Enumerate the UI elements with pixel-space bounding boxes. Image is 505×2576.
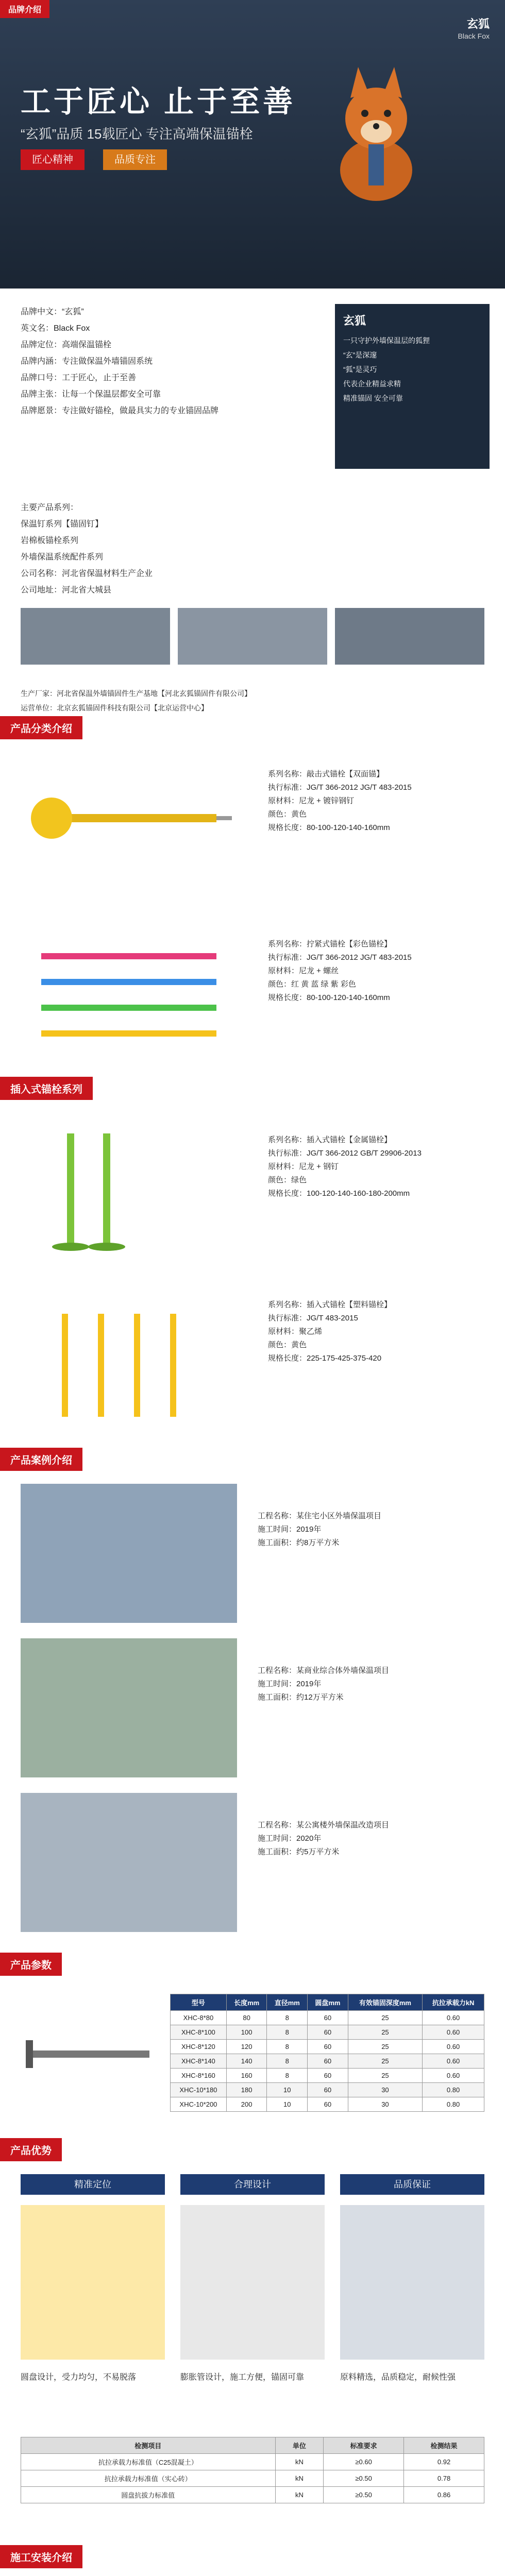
case-project: 工程名称：某公寓楼外墙保温改造项目 [258,1821,390,1829]
advantage-photo-2 [180,2205,325,2360]
intro-line: 品牌中文：“玄狐” [21,308,84,316]
params-header: 抗拉承载力kN [423,1994,484,2011]
product-name: 系列名称：敲击式锚栓【双面锚】 [268,770,384,778]
brand-en: Black Fox [458,32,490,40]
table-cell: 8 [267,2069,308,2083]
intro-line: 品牌愿景：专注做好锚栓，做最具实力的专业锚固品牌 [21,406,219,415]
table-cell: 60 [308,2069,348,2083]
anchor-diagram-icon [21,1999,155,2112]
brand-cn: 玄狐 [466,18,490,30]
intro-side-line: “狐”是灵巧 [343,365,377,374]
table-row [21,2487,484,2503]
table-cell: 0.86 [404,2487,484,2503]
compare-header: 检测项目 [21,2437,276,2454]
nails-section-title: 插入式锚栓系列 [0,1077,93,1100]
case-photo-1 [21,1484,237,1623]
nail-color: 颜色：绿色 [268,1176,307,1184]
products-section-title: 产品分类介绍 [0,716,82,739]
table-row [171,2097,484,2112]
advantage-tab-3: 品质保证 [340,2174,484,2195]
table-cell: ≥0.50 [324,2470,404,2487]
intro-side-line: 一只守护外墙保温层的狐狸 [343,336,430,345]
hero-tag-2: 品质专注 [103,149,167,170]
nail-name: 系列名称：插入式锚栓【金属锚栓】 [268,1136,392,1144]
product-name: 系列名称：拧紧式锚栓【彩色锚栓】 [268,940,392,948]
product-spec-1 [268,768,412,835]
company-line: 公司名称：河北省保温材料生产企业 [21,569,153,578]
product-length: 规格长度：80-100-120-140-160mm [268,823,390,832]
table-row [171,2054,484,2069]
table-cell: 60 [308,2025,348,2040]
table-cell: 160 [226,2069,267,2083]
table-cell: kN [275,2487,324,2503]
case-info-3 [258,1819,389,1859]
case-info-2 [258,1664,389,1704]
table-cell: ≥0.50 [324,2487,404,2503]
table-cell: 10 [267,2083,308,2097]
table-cell: 60 [308,2040,348,2054]
product-material: 原材料：尼龙 + 螺丝 [268,967,339,975]
compare-table [21,2437,484,2503]
double-anchor-icon [21,752,237,886]
table-cell: XHC-10*180 [171,2083,227,2097]
company-line: 保温钉系列【锚固钉】 [21,520,104,529]
cases-section-title: 产品案例介绍 [0,1448,82,1471]
table-row [171,2083,484,2097]
intro-line: 品牌内涵：专注做保温外墙锚固系统 [21,357,153,366]
hero-section [0,0,505,289]
table-row [171,2040,484,2054]
table-row [171,2069,484,2083]
install-section-title: 施工安装介绍 [0,2545,82,2568]
table-cell: 8 [267,2025,308,2040]
product-standards: 执行标准：JG/T 366-2012 JG/T 483-2015 [268,783,412,792]
nails-section [0,1077,505,1448]
green-anchor-icon [21,1113,237,1262]
case-time: 施工时间：2020年 [258,1834,322,1843]
case-time: 施工时间：2019年 [258,1680,322,1688]
nail-material: 原材料：尼龙 + 钢钉 [268,1162,339,1171]
company-lines [21,500,153,599]
table-cell: 25 [348,2040,422,2054]
compare-header: 标准要求 [324,2437,404,2454]
company-section [0,495,505,685]
fox-mascot-icon [299,62,453,206]
factory-photo-1 [21,608,170,665]
table-cell: 0.80 [423,2097,484,2112]
factory-photo-3 [335,608,484,665]
table-row [21,2454,484,2470]
table-row [171,2011,484,2025]
nail-length: 规格长度：100-120-140-160-180-200mm [268,1189,410,1198]
advantage-photo-3 [340,2205,484,2360]
table-cell: 120 [226,2040,267,2054]
case-photo-3 [21,1793,237,1932]
product-color: 颜色：黄色 [268,810,307,819]
table-cell: 0.60 [423,2054,484,2069]
params-header: 长度mm [226,1994,267,2011]
intro-side-line: “玄”是深邃 [343,351,377,359]
case-project: 工程名称：某住宅小区外墙保温项目 [258,1512,382,1520]
compare-header-row [21,2437,484,2454]
params-header: 直径mm [267,1994,308,2011]
product-length: 规格长度：80-100-120-140-160mm [268,993,390,1002]
operator-line: 运营单位：北京玄狐锚固件科技有限公司【北京运营中心】 [21,704,208,712]
advantage-caption: 原料精选，品质稳定，耐候性强 [340,2373,456,2382]
factory-photo-2 [178,608,327,665]
case-project: 工程名称：某商业综合体外墙保温项目 [258,1666,390,1675]
table-cell: 60 [308,2083,348,2097]
table-cell: 圆盘抗拔力标准值 [21,2487,276,2503]
advantage-tab-2: 合理设计 [180,2174,325,2195]
table-cell: kN [275,2454,324,2470]
intro-section [0,289,505,495]
table-cell: 60 [308,2011,348,2025]
table-cell: 25 [348,2054,422,2069]
nail-color: 颜色：黄色 [268,1341,307,1349]
hero-tag-1: 匠心精神 [21,149,85,170]
company-line: 外墙保温系统配件系列 [21,553,104,562]
table-cell: XHC-8*100 [171,2025,227,2040]
params-table [170,1994,484,2112]
compare-section [0,2427,505,2545]
params-header: 型号 [171,1994,227,2011]
company-line: 岩棉板锚栓系列 [21,536,79,545]
intro-line: 英文名：Black Fox [21,324,90,333]
install-section [0,2545,505,2576]
advantage-caption: 膨胀管设计，施工方便，锚固可靠 [180,2373,305,2382]
case-area: 施工面积：约5万平方米 [258,1848,340,1856]
table-cell: XHC-10*200 [171,2097,227,2112]
params-header-row [171,1994,484,2011]
compare-header: 检测结果 [404,2437,484,2454]
table-cell: 60 [308,2054,348,2069]
hero-slogan: “玄狐”品质 15载匠心 专注高端保温锚栓 [21,126,253,142]
table-cell: XHC-8*140 [171,2054,227,2069]
params-header: 圆盘mm [308,1994,348,2011]
product-spec-2 [268,938,412,1005]
table-cell: ≥0.60 [324,2454,404,2470]
table-cell: 0.60 [423,2040,484,2054]
table-cell: 0.78 [404,2470,484,2487]
table-cell: 100 [226,2025,267,2040]
intro-line: 品牌主张：让每一个保温层都安全可靠 [21,390,161,399]
company-line: 主要产品系列： [21,503,79,512]
table-cell: 0.80 [423,2083,484,2097]
intro-side-panel [335,304,490,469]
params-header: 有效锚固深度mm [348,1994,422,2011]
case-photo-2 [21,1638,237,1777]
table-cell: 25 [348,2069,422,2083]
table-cell: kN [275,2470,324,2487]
intro-side-line: 代表企业精益求精 [343,380,401,388]
table-cell: 140 [226,2054,267,2069]
nail-standards: 执行标准：JG/T 366-2012 GB/T 29906-2013 [268,1149,422,1158]
case-time: 施工时间：2019年 [258,1525,322,1534]
color-anchor-icon [21,922,237,1056]
producer-info [0,685,505,716]
table-cell: 0.92 [404,2454,484,2470]
table-cell: 10 [267,2097,308,2112]
hero-section-title: 品牌介绍 [0,0,49,18]
nail-standards: 执行标准：JG/T 483-2015 [268,1314,358,1323]
nail-length: 规格长度：225-175-425-375-420 [268,1354,382,1363]
table-cell: 200 [226,2097,267,2112]
table-cell: 25 [348,2011,422,2025]
intro-side-title: 玄狐 [343,314,366,327]
advantages-section-title: 产品优势 [0,2138,62,2161]
yellow-anchor-icon [21,1283,237,1432]
table-cell: 8 [267,2011,308,2025]
product-material: 原材料：尼龙 + 镀锌钢钉 [268,796,355,805]
table-cell: 8 [267,2054,308,2069]
product-color: 颜色：红 黄 蓝 绿 紫 彩色 [268,980,356,989]
advantages-section [0,2138,505,2427]
intro-line: 品牌定位：高端保温锚栓 [21,341,112,349]
table-cell: 180 [226,2083,267,2097]
nail-name: 系列名称：插入式锚栓【塑料锚栓】 [268,1300,392,1309]
table-cell: XHC-8*160 [171,2069,227,2083]
params-section-title: 产品参数 [0,1953,62,1976]
advantage-caption: 圆盘设计，受力均匀，不易脱落 [21,2373,137,2382]
case-info-1 [258,1510,381,1550]
compare-header: 单位 [275,2437,324,2454]
table-row [171,2025,484,2040]
advantage-photo-1 [21,2205,165,2360]
table-cell: 0.60 [423,2025,484,2040]
nail-spec-1 [268,1133,422,1200]
table-cell: 0.60 [423,2011,484,2025]
case-area: 施工面积：约8万平方米 [258,1538,340,1547]
table-row [21,2470,484,2487]
table-cell: 80 [226,2011,267,2025]
table-cell: 抗拉承载力标准值（实心砖） [21,2470,276,2487]
intro-line: 品牌口号：工于匠心，止于至善 [21,374,137,382]
table-cell: XHC-8*120 [171,2040,227,2054]
intro-side-line: 精准锚固 安全可靠 [343,394,403,402]
table-cell: 60 [308,2097,348,2112]
hero-headline: 工于匠心 止于至善 [21,85,296,118]
table-cell: 30 [348,2097,422,2112]
case-area: 施工面积：约12万平方米 [258,1693,344,1702]
table-cell: 0.60 [423,2069,484,2083]
products-section [0,716,505,1077]
table-cell: 8 [267,2040,308,2054]
product-standards: 执行标准：JG/T 366-2012 JG/T 483-2015 [268,953,412,962]
table-cell: 30 [348,2083,422,2097]
cases-section [0,1448,505,1953]
params-section [0,1953,505,2138]
nail-material: 原材料：聚乙烯 [268,1327,323,1336]
table-cell: 25 [348,2025,422,2040]
company-line: 公司地址：河北省大城县 [21,586,112,595]
advantage-tab-1: 精准定位 [21,2174,165,2195]
table-cell: 抗拉承载力标准值（C25混凝土） [21,2454,276,2470]
producer-line: 生产厂家：河北省保温外墙锚固件生产基地【河北玄狐锚固件有限公司】 [21,689,251,698]
table-cell: XHC-8*80 [171,2011,227,2025]
nail-spec-2 [268,1298,392,1365]
intro-lines [21,304,309,419]
